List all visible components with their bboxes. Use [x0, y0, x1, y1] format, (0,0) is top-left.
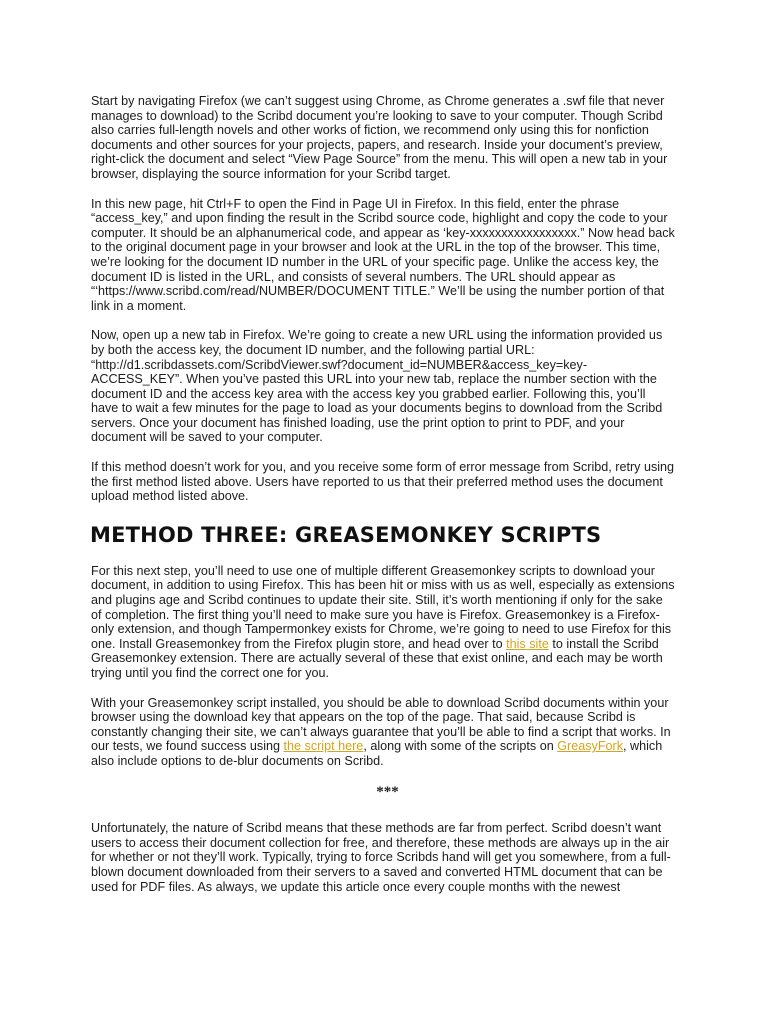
script-here-link[interactable]: the script here	[283, 739, 364, 754]
this-site-link[interactable]: this site	[506, 636, 549, 651]
text-segment: With your Greasemonkey script installed, you should be able to download Scribd documents within your browser using the download key that appears on the top of the page. That said, because Scribd is constantly changing their site, we can’t always guarantee that you’ll be able to find a script that works. In our tests, we found success using	[91, 695, 671, 754]
paragraph-find-access-key: In this new page, hit Ctrl+F to open the Find in Page UI in Firefox. In this field, enter the phrase “access_key,” and upon finding the result in the Scribd source code, highlight and copy the code to your computer. It should be an alphanumerical code, and appear as ‘key-xxxxxxxxxxxxxxxxx.” Now head back to the original document page in your browser and look at the URL in the top of the browser. This time, we’re looking for the document ID number in the URL of your specific page. Unlike the access key, the document ID is listed in the URL, and consists of several numbers. The URL should appear as “‘https://www.scribd.com/read/NUMBER/DOCUMENT TITLE.” We’ll be using the number portion of that link in a moment.	[91, 196, 675, 313]
paragraph-new-url: Now, open up a new tab in Firefox. We’re going to create a new URL using the information provided us by both the access key, the document ID number, and the following partial URL: “http://d1.scribdassets.com/ScribdViewer.swf?document_id=NUMBER&access_key=key-ACCESS_KEY”. When you’ve pasted this URL into your new tab, replace the number section with the document ID and the access key area with the access key you grabbed earlier. Following this, you’ll have to wait a few minutes for the page to load as your documents begins to download from the Scribd servers. Once your document has finished loading, use the print option to print to PDF, and your document will be saved to your computer.	[91, 328, 663, 445]
paragraph-conclusion: Unfortunately, the nature of Scribd means that these methods are far from perfect. Scribd doesn’t want users to access their document collection for free, and therefore, these methods are always up in the air for whether or not they’ll work. Typically, trying to force Scribds hand will get you somewhere, from a full-blown document downloaded from their servers to a saved and converted HTML document that can be used for PDF files. As always, we update this article once every couple months with the newest	[91, 821, 671, 894]
paragraph-retry: If this method doesn’t work for you, and you receive some form of error message from Scribd, retry using the first method listed above. Users have reported to us that their preferred method uses the document upload method listed above.	[91, 460, 675, 504]
section-separator: ***	[376, 783, 399, 800]
greasyfork-link[interactable]: GreasyFork	[557, 739, 624, 754]
document-page	[91, 94, 676, 909]
paragraph-intro: Start by navigating Firefox (we can’t suggest using Chrome, as Chrome generates a .swf file that never manages to download) to the Scribd document you’re looking to save to your computer. Though Scribd also carries full-length novels and other works of fiction, we recommend only using this for nonfiction documents and other sources for your projects, papers, and research. Inside your document’s preview, right-click the document and select “View Page Source” from the menu. This will open a new tab in your browser, displaying the source information for your Scribd target.	[91, 94, 668, 181]
text-segment: to install the Scribd Greasemonkey extension. There are actually several of these that exist online, and each may be worth trying until you find the correct one for you.	[91, 636, 663, 680]
text-segment: , along with some of the scripts on	[363, 739, 558, 754]
text-segment: For this next step, you’ll need to use one of multiple different Greasemonkey scripts to download your document, in addition to using Firefox. This has been hit or miss with us as well, especially as extensions and plugins age and Scribd continues to update their site. Still, it’s worth mentioning if only for the sake of completion. The first thing you’ll need to make sure you have is Firefox. Greasemonkey is a Firefox-only extension, and though Tampermonkey exists for Chrome, we’re going to need to use Firefox for this one. Install Greasemonkey from the Firefox plugin store, and head over to	[91, 563, 675, 651]
method-three-heading: METHOD THREE: GREASEMONKEY SCRIPTS	[90, 522, 602, 547]
paragraph-greasemonkey	[91, 564, 676, 681]
text-segment: , which also include options to de-blur documents on Scribd.	[91, 739, 663, 768]
paragraph-script-installed	[91, 696, 676, 769]
